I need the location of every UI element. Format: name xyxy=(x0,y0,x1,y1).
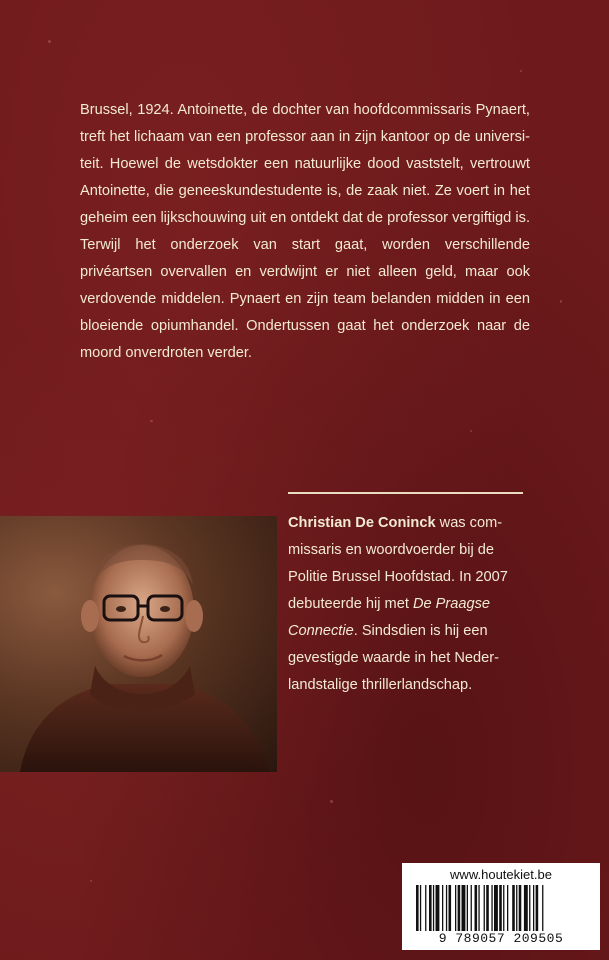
author-portrait-illustration xyxy=(0,516,277,772)
barcode-bar xyxy=(478,885,479,931)
isbn-number: 9 789057 209505 xyxy=(438,931,564,946)
barcode-bar xyxy=(436,885,440,931)
barcode-bar xyxy=(491,885,492,931)
texture-speck xyxy=(330,800,333,803)
barcode-bar xyxy=(486,885,489,931)
barcode-bar xyxy=(471,885,472,931)
barcode-bar xyxy=(499,885,502,931)
barcode-bar xyxy=(533,885,534,931)
barcode-bar xyxy=(536,885,539,931)
barcode-bar xyxy=(425,885,426,931)
barcode-bar xyxy=(542,885,543,931)
barcode-bar xyxy=(494,885,498,931)
barcode-bar xyxy=(519,885,522,931)
barcode-bar xyxy=(420,885,421,931)
bio-text-part2: . Sindsdien is hij een gevestigde waarde in het Nederlandstalige thrillerlandschap. xyxy=(288,623,499,693)
barcode-bar xyxy=(455,885,456,931)
author-name: Christian De Coninck xyxy=(288,515,436,531)
barcode-bar xyxy=(484,885,485,931)
barcode-bar xyxy=(449,885,452,931)
barcode-bar xyxy=(442,885,443,931)
barcode-bar xyxy=(475,885,478,931)
barcode-bar xyxy=(512,885,515,931)
author-bio xyxy=(288,510,523,699)
barcode-bar xyxy=(446,885,447,931)
texture-speck xyxy=(90,880,92,882)
texture-speck xyxy=(48,40,51,43)
divider-line xyxy=(288,492,523,494)
book-blurb: Brussel, 1924. Antoinette, de dochter van hoofdcommissaris Pynaert, treft het lichaam van een professor aan in zijn kantoor op de universiteit. Hoewel de wetsdokter een natuurlijke dood vaststelt, vertrouwt Antoinette, die geneeskundestudente is, de zaak niet. Ze voert in het geheim een lijkschouwing uit en ontdekt dat de professor vergiftigd is. Terwijl het onderzoek van start gaat, worden verschillende privéartsen overvallen en verdwijnt er niet alleen geld, maar ook verdovende middelen. Pynaert en zijn team belanden midden in een bloeiende opiumhandel. Ondertussen gaat het onderzoek naar de moord onverdroten verder. xyxy=(80,102,530,361)
barcode-bar xyxy=(524,885,528,931)
barcode-bar xyxy=(503,885,504,931)
barcode-bar xyxy=(462,885,466,931)
barcode-bar xyxy=(467,885,468,931)
isbn-barcode xyxy=(408,885,594,931)
barcode-bar xyxy=(529,885,530,931)
texture-speck xyxy=(520,70,522,72)
bio-text-part1: was commissaris en woordvoerder bij de Politie Brussel Hoofdstad. In 2007 debuteerde hij met xyxy=(288,515,508,612)
texture-speck xyxy=(150,420,153,422)
barcode-bar xyxy=(516,885,517,931)
barcode-bar xyxy=(458,885,461,931)
barcode-bar xyxy=(429,885,432,931)
barcode-bar xyxy=(433,885,434,931)
texture-speck xyxy=(560,300,562,303)
publisher-url: www.houtekiet.be xyxy=(450,867,552,882)
barcode-bar xyxy=(416,885,419,931)
author-photo xyxy=(0,516,277,772)
barcode-bar xyxy=(507,885,508,931)
debut-book-title: De Praagse Connectie xyxy=(288,596,491,639)
texture-speck xyxy=(470,430,472,432)
barcode-panel xyxy=(402,863,600,950)
